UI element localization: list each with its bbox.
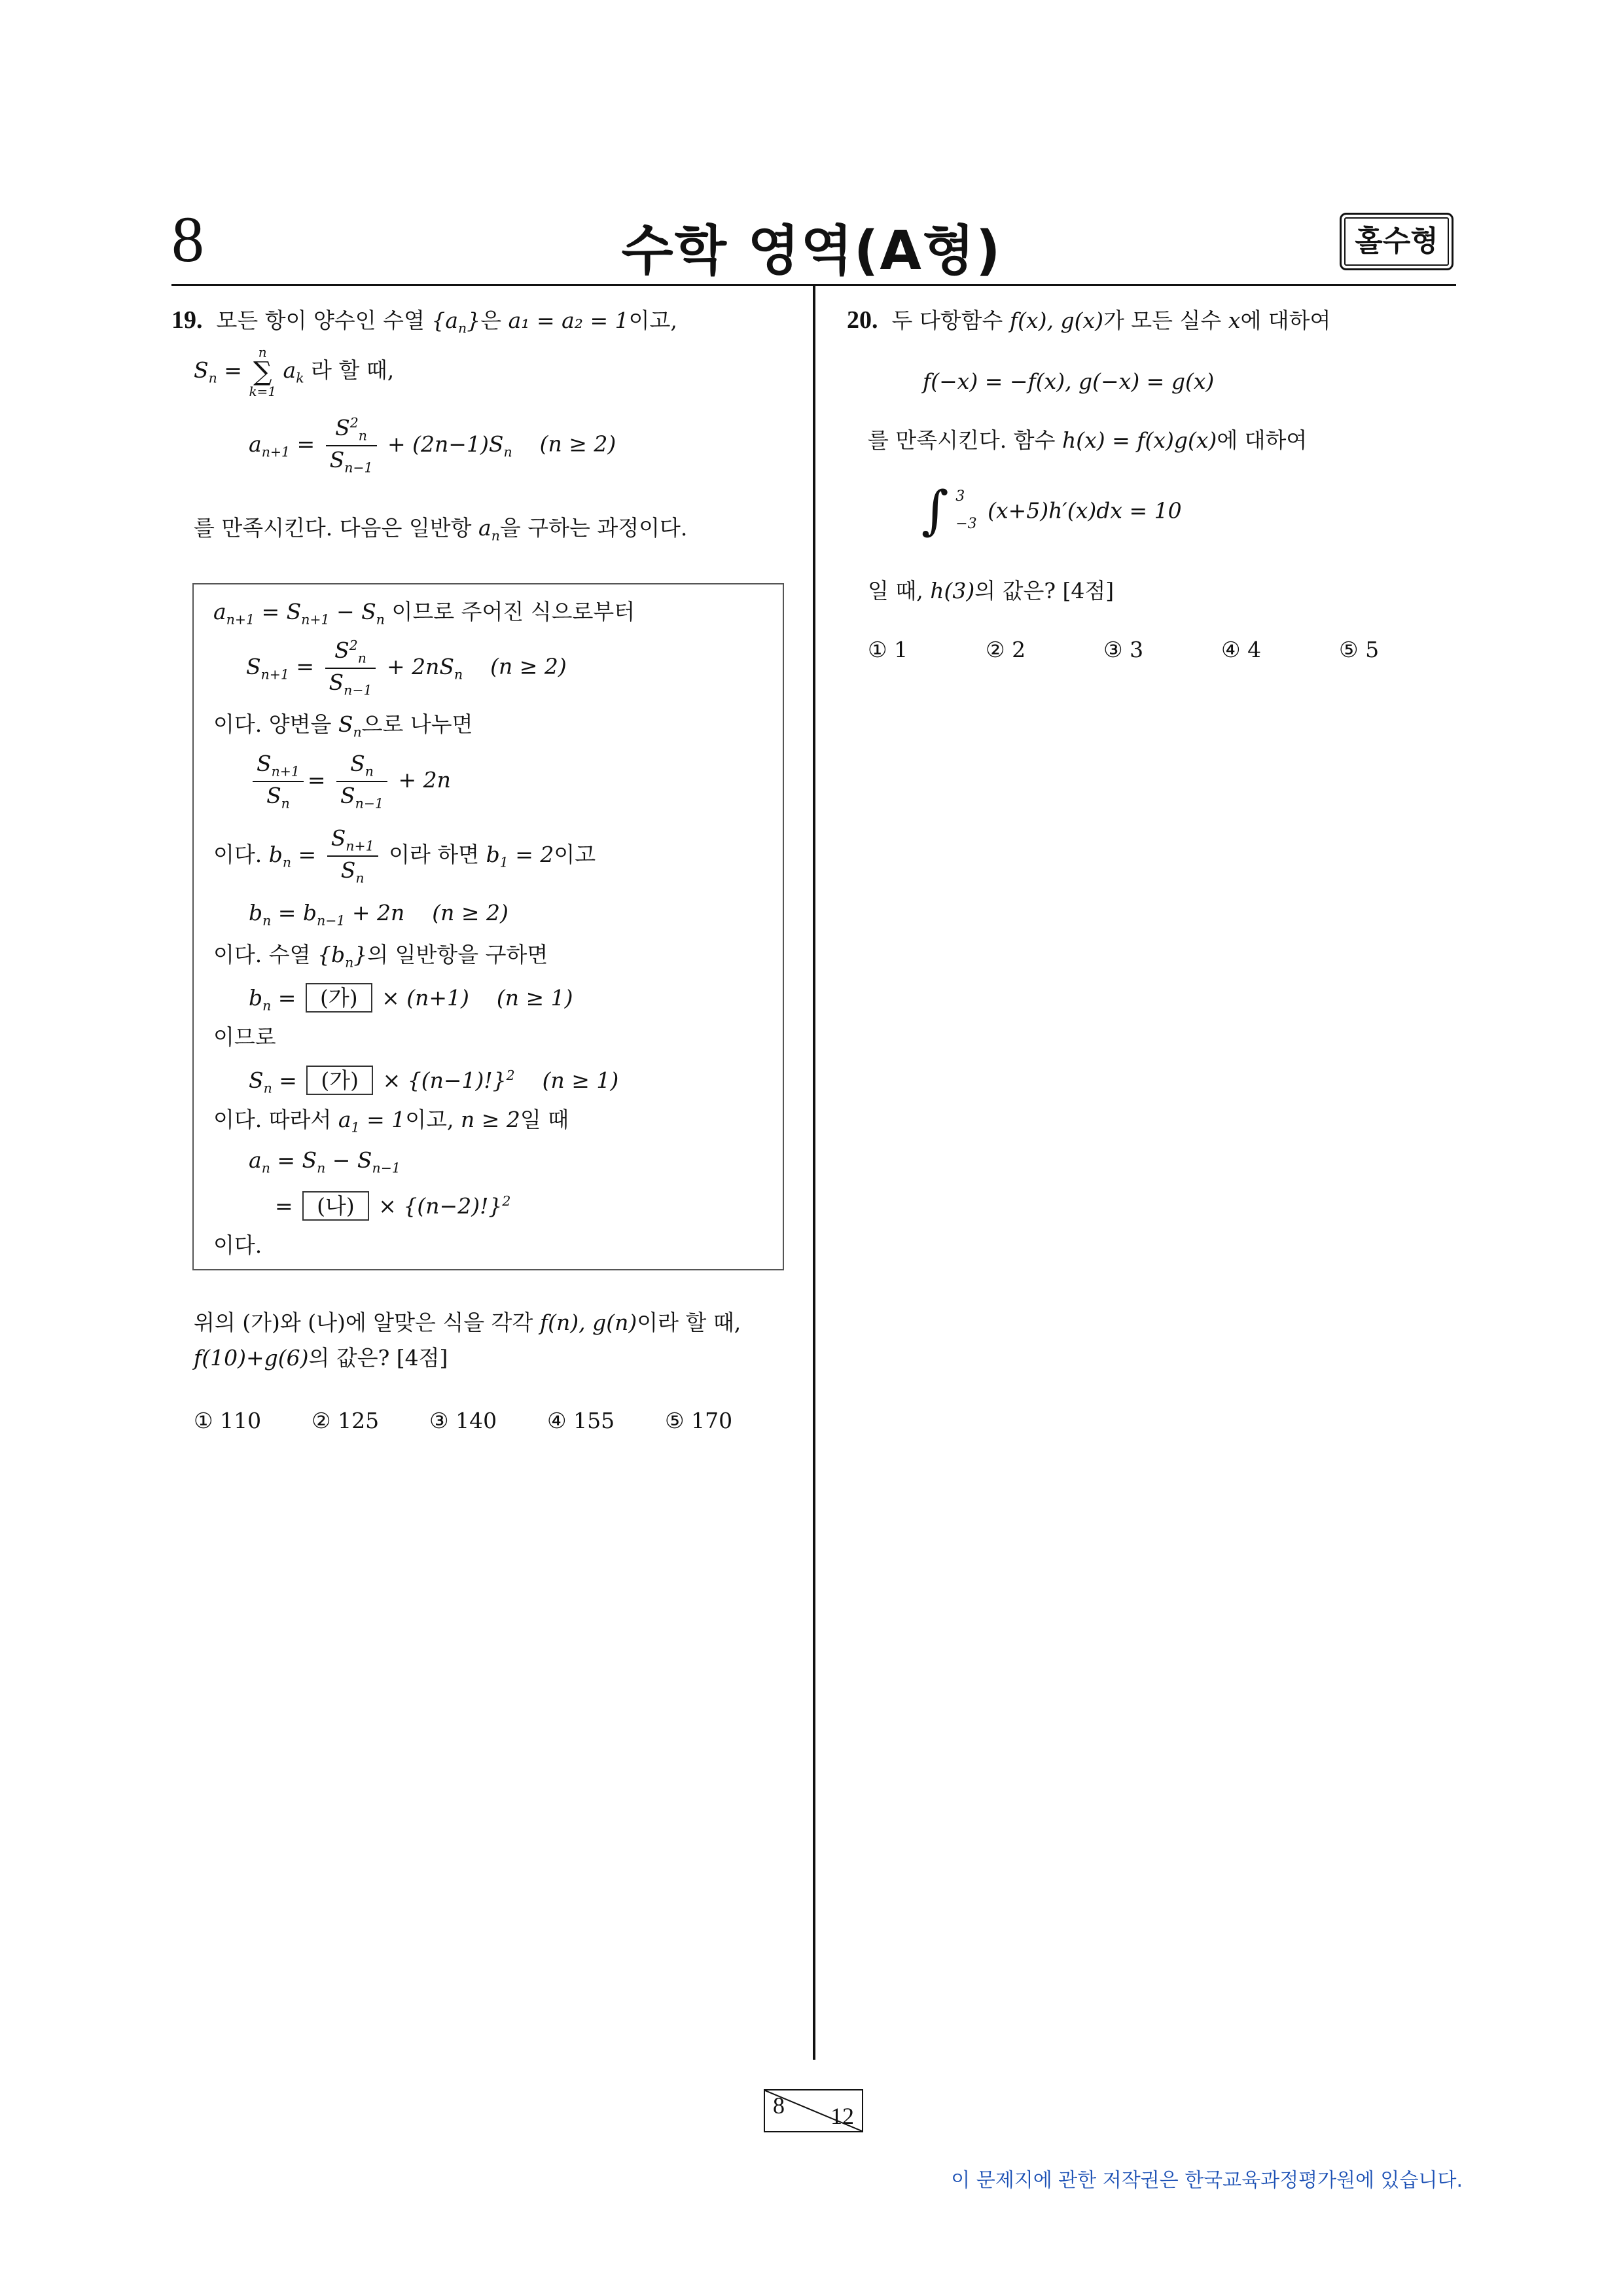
page-counter xyxy=(764,2089,863,2132)
proof-line-14: 이다. xyxy=(213,1232,262,1258)
copyright-notice: 이 문제지에 관한 저작권은 한국교육과정평가원에 있습니다. xyxy=(951,2169,1463,2192)
proof-line-11: 이다. 따라서 $a_1 = 1$이고, n ≥ 2일 때 xyxy=(213,1107,569,1136)
proof-line-12: $a_n = S_n - S_{n-1}$ xyxy=(249,1147,401,1176)
q20-intro: 20. 두 다항함수 f(x), g(x)가 모든 실수 x에 대하여 xyxy=(847,306,1331,334)
q20-choice-5[interactable]: ⑤ 5 xyxy=(1339,637,1380,662)
q20-number: 20. xyxy=(847,306,878,334)
proof-line-6: $b_n = b_{n-1} + 2n$ (n ≥ 2) xyxy=(249,900,508,929)
proof-line-8: $b_n$ = (가) × (n+1) (n ≥ 1) xyxy=(249,983,573,1013)
q20-conditions: f(−x) = −f(x), g(−x) = g(x) xyxy=(923,368,1215,394)
q19-choice-5[interactable]: ⑤ 170 xyxy=(665,1408,733,1433)
proof-line-4: $\frac{S_{n+1}}{S_n}$ = $\frac{S_n}{S_{n-1}}$ + 2n xyxy=(249,753,451,810)
proof-line-2: $S_{n+1}$ = $\frac{S^2_n}{S_{n-1}}$ + $2nS_n$ (n ≥ 2) xyxy=(246,637,567,698)
q19-choice-3[interactable]: ③ 140 xyxy=(429,1408,497,1433)
q19-choices xyxy=(194,1410,732,1431)
proof-line-13: = (나) × $\{(n-2)!\}^2$ xyxy=(275,1191,510,1221)
proof-line-5: 이다. $b_n$ = $\frac{S_{n+1}}{S_n}$ 이라 하면 $b_1 = 2$이고 xyxy=(213,825,596,886)
q20-choice-1[interactable]: ① 1 xyxy=(868,637,908,662)
proof-line-1: $a_{n+1} = S_{n+1} - S_n$ 이므로 주어진 식으로부터 xyxy=(213,599,635,628)
subject-title: 수학 영역(A형) xyxy=(621,220,1002,282)
q19-choice-4[interactable]: ④ 155 xyxy=(547,1408,615,1433)
q20-question: 일 때, h(3)의 값은? [4점] xyxy=(868,578,1115,603)
q19-number: 19. xyxy=(171,306,203,334)
proof-line-10: $S_n$ = (가) × $\{(n-1)!\}^2$ (n ≥ 1) xyxy=(249,1066,618,1095)
page-number: 8 xyxy=(171,203,204,276)
q19-after-text: 위의 (가)와 (나)에 알맞은 식을 각각 f(n), g(n)이라 할 때, xyxy=(194,1310,741,1335)
column-divider xyxy=(813,286,815,2060)
blank-ga-box: (가) xyxy=(306,1066,373,1095)
q19-prompt: 를 만족시킨다. 다음은 일반항 $a_n$을 구하는 과정이다. xyxy=(194,515,688,544)
q19-choice-2[interactable]: ② 125 xyxy=(312,1408,380,1433)
q20-choices xyxy=(868,639,1379,660)
page-current: 8 xyxy=(773,2092,785,2119)
proof-line-3: 이다. 양변을 $S_n$으로 나누면 xyxy=(213,711,473,740)
q20-integral: ∫ 3 −3 (x+5)h′(x)dx = 10 xyxy=(921,479,1182,541)
proof-line-7: 이다. 수열 $\{b_n\}$의 일반항을 구하면 xyxy=(213,942,548,971)
q20-choice-2[interactable]: ② 2 xyxy=(986,637,1026,662)
page-total: 12 xyxy=(830,2103,854,2129)
q19-sum-definition: $S_n$ = n ∑ k=1 $a_k$ 라 할 때, xyxy=(194,344,395,399)
q19-choice-1[interactable]: ① 110 xyxy=(194,1408,262,1433)
blank-na-box: (나) xyxy=(302,1191,369,1221)
q20-choice-3[interactable]: ③ 3 xyxy=(1103,637,1144,662)
q20-choice-4[interactable]: ④ 4 xyxy=(1221,637,1262,662)
q19-question: f(10)+g(6)의 값은? [4점] xyxy=(194,1345,448,1371)
proof-line-9: 이므로 xyxy=(213,1024,276,1050)
blank-ga-box: (가) xyxy=(306,983,372,1013)
q20-mid-text: 를 만족시킨다. 함수 h(x) = f(x)g(x)에 대하여 xyxy=(868,427,1308,453)
q19-intro: 19. 모든 항이 양수인 수열 $\{a_n\}$은 a₁ = a₂ = 1이고, xyxy=(171,306,677,336)
type-badge: 홀수형 xyxy=(1340,213,1454,270)
q19-recurrence: $a_{n+1}$ = $\frac{S^2_n}{S_{n-1}}$ + $(2n-1)S_n$ (n ≥ 2) xyxy=(249,415,616,476)
